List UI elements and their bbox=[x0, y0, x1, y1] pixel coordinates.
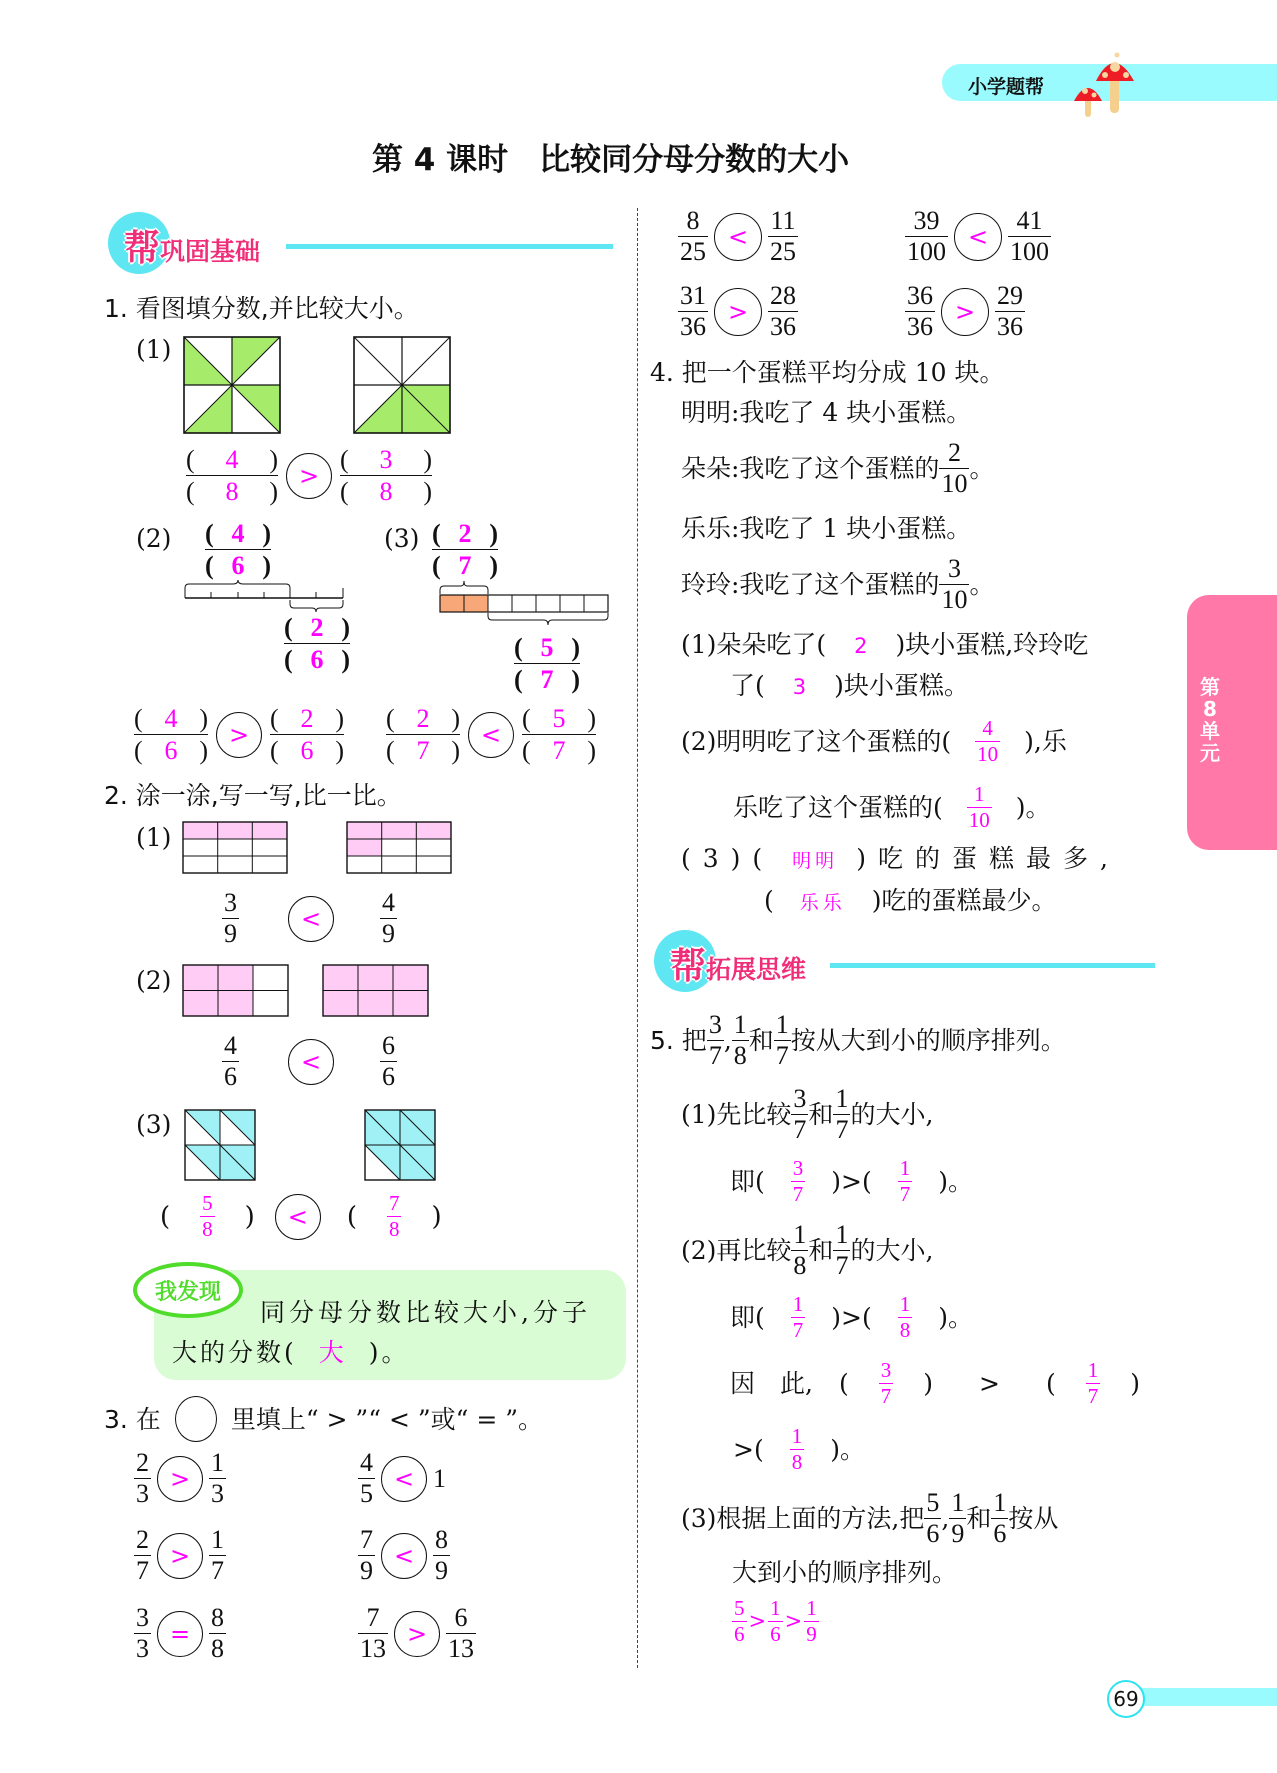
answer-fraction[interactable]: $\frac{1}{7}$ bbox=[792, 1292, 804, 1342]
discovery-answer[interactable]: 大 bbox=[318, 1338, 347, 1367]
q2-p1-left: 3 9 bbox=[224, 888, 237, 948]
q1-p1-compare bbox=[186, 446, 432, 506]
q2-p1-label: (1) bbox=[136, 823, 172, 852]
discovery-text-1: 同分母分数比较大小,分子 bbox=[260, 1298, 591, 1327]
answer-fraction[interactable]: ( 2 ) ( 6 ) bbox=[270, 704, 344, 766]
q4-s3-line1: (3)( 明明 )吃的蛋糕最多, bbox=[681, 844, 1120, 873]
q1-p2-top-fraction[interactable]: ( 4 ) ( 6 ) bbox=[205, 519, 271, 581]
q3-item: $\frac{31}{36}$ > $\frac{28}{36}$ bbox=[680, 281, 796, 341]
q4-s1-line2: 了( 3 )块小蛋糕。 bbox=[730, 671, 969, 700]
q1-p3-top-fraction[interactable]: ( 2 ) ( 7 ) bbox=[432, 519, 498, 581]
discovery-badge: 我发现 bbox=[133, 1262, 243, 1318]
section-basic-header: 帮 巩固基础 bbox=[108, 212, 613, 274]
compare-circle[interactable]: > bbox=[941, 288, 989, 336]
section-rule bbox=[830, 963, 1155, 968]
q1-square-4-8 bbox=[184, 337, 280, 433]
q2-p1-right: 4 9 bbox=[382, 888, 395, 948]
q5-s2-answer: 即( $\frac{1}{7}$ )>( $\frac{1}{8}$ )。 bbox=[730, 1292, 973, 1342]
q2-p2-right: 6 6 bbox=[382, 1031, 395, 1091]
compare-circle[interactable]: > bbox=[286, 453, 332, 499]
q2-grid-4-6 bbox=[183, 965, 288, 1016]
compare-circle[interactable]: > bbox=[157, 1533, 203, 1579]
column-divider bbox=[637, 208, 638, 1668]
q1-p2-bottom-fraction[interactable]: ( 2 ) ( 6 ) bbox=[284, 613, 350, 675]
brand-name: 小学题帮 bbox=[968, 76, 1045, 98]
q3-item: $\frac{39}{100}$ < $\frac{41}{100}$ bbox=[907, 206, 1049, 266]
answer-blank[interactable]: 明明 bbox=[792, 850, 839, 872]
compare-circle[interactable]: > bbox=[216, 712, 262, 758]
answer-fraction[interactable]: $\frac{7}{8}$ bbox=[388, 1191, 400, 1241]
answer-fraction[interactable]: ( 4 ) ( 8 ) bbox=[186, 445, 278, 507]
q5-prompt: 5. 把 $\frac{3}{7}$ , $\frac{1}{8}$ 和 $\frac{1}{7}$ 按从大到小的顺序排列。 bbox=[650, 1010, 1066, 1070]
q5-s1-answer: 即( $\frac{3}{7}$ )>( $\frac{1}{7}$ )。 bbox=[730, 1156, 973, 1206]
section-rule bbox=[286, 244, 613, 249]
q3-item: $\frac{2}{7}$ > $\frac{1}{7}$ bbox=[136, 1525, 224, 1585]
answer-blank[interactable]: 3 bbox=[792, 675, 807, 699]
q1-p3-label: (3) bbox=[384, 524, 420, 553]
q4-s3-line2: ( 乐乐 )吃的蛋糕最少。 bbox=[764, 886, 1057, 915]
q5-s3-prompt: (3)根据上面的方法,把 $\frac{5}{6}$ , $\frac{1}{9}$ 和 $\frac{1}{6}$ 按从 bbox=[681, 1488, 1059, 1548]
unit-tab-label: 第 8 单 元 bbox=[1200, 675, 1220, 765]
q1-compare-a bbox=[134, 705, 344, 765]
answer-fraction[interactable]: ( 3 ) ( 8 ) bbox=[340, 445, 432, 507]
q4-s2-line2: 乐吃了这个蛋糕的( $\frac{1}{10}$ )。 bbox=[733, 782, 1051, 832]
q3-item: $\frac{2}{3}$ > $\frac{1}{3}$ bbox=[136, 1448, 224, 1508]
answer-fraction[interactable]: $\frac{1}{7}$ bbox=[899, 1156, 911, 1206]
section-extend-header: 帮 拓展思维 bbox=[654, 930, 1159, 992]
q2-grid-3-9 bbox=[183, 822, 287, 873]
q1-p2-label: (2) bbox=[136, 524, 172, 553]
answer-fraction[interactable]: $\frac{5}{8}$ bbox=[202, 1191, 213, 1241]
q2-p2-label: (2) bbox=[136, 966, 172, 995]
compare-circle[interactable]: < bbox=[381, 1533, 427, 1579]
compare-circle[interactable]: < bbox=[381, 1456, 427, 1502]
q1-p1-label: (1) bbox=[136, 335, 172, 364]
q5-s2-prompt: (2)再比较 $\frac{1}{8}$ 和 $\frac{1}{7}$ 的大小, bbox=[681, 1220, 934, 1280]
answer-blank[interactable]: 乐乐 bbox=[799, 892, 846, 914]
answer-fraction[interactable]: $\frac{1}{8}$ bbox=[791, 1424, 803, 1474]
q2-grid-6-6 bbox=[323, 965, 428, 1016]
answer-fraction[interactable]: $\frac{1}{7}$ bbox=[1087, 1358, 1099, 1408]
answer-fraction[interactable]: $\frac{1}{10}$ bbox=[968, 782, 990, 832]
q3-prompt: 3. 在 里填上“ > ”“ < ”或“ = ”。 bbox=[104, 1396, 543, 1442]
q2-p2-left: 4 6 bbox=[224, 1031, 237, 1091]
compare-circle[interactable]: < bbox=[288, 896, 334, 942]
q3-item: $\frac{3}{3}$ = $\frac{8}{8}$ bbox=[136, 1603, 224, 1663]
compare-circle[interactable]: < bbox=[275, 1194, 321, 1240]
page-number: 69 bbox=[1107, 1680, 1145, 1718]
answer-fraction[interactable]: $\frac{3}{7}$ bbox=[880, 1358, 892, 1408]
q4-lingling: 玲玲:我吃了这个蛋糕的 $\frac{3}{10}$ 。 bbox=[681, 554, 995, 614]
q2-grid-4-9 bbox=[347, 822, 451, 873]
q4-s2-line1: (2)明明吃了这个蛋糕的( $\frac{4}{10}$ ),乐 bbox=[681, 716, 1067, 766]
answer-fraction[interactable]: $\frac{3}{7}$ bbox=[792, 1156, 804, 1206]
answer-fraction[interactable]: ( 5 ) ( 7 ) bbox=[522, 704, 596, 766]
q2-p3-label: (3) bbox=[136, 1110, 172, 1139]
q3-item: $\frac{8}{25}$ < $\frac{11}{25}$ bbox=[680, 206, 796, 266]
compare-circle[interactable]: > bbox=[714, 288, 762, 336]
q1-square-3-8 bbox=[354, 337, 450, 433]
empty-circle-icon bbox=[175, 1396, 217, 1442]
answer-fraction[interactable]: ( 2 ) ( 7 ) bbox=[386, 704, 460, 766]
q3-item: $\frac{7}{9}$ < $\frac{8}{9}$ bbox=[360, 1525, 448, 1585]
lesson-title: 第 4 课时 比较同分母分数的大小 bbox=[372, 142, 850, 178]
mushroom-icon bbox=[1060, 45, 1150, 115]
compare-circle[interactable]: < bbox=[714, 213, 762, 261]
q5-s3-line2: 大到小的顺序排列。 bbox=[732, 1558, 958, 1587]
q5-s1-prompt: (1)先比较 $\frac{3}{7}$ 和 $\frac{1}{7}$ 的大小, bbox=[681, 1084, 934, 1144]
compare-circle[interactable]: = bbox=[157, 1611, 203, 1657]
q1-p3-bottom-fraction[interactable]: ( 5 ) ( 7 ) bbox=[514, 633, 580, 695]
q1-compare-b bbox=[386, 705, 596, 765]
q5-s3-answer[interactable]: $\frac{5}{6}$ > $\frac{1}{6}$ > $\frac{1}{9}$ bbox=[734, 1596, 817, 1646]
q4-prompt: 4. 把一个蛋糕平均分成 10 块。 bbox=[650, 358, 1005, 387]
compare-circle[interactable]: < bbox=[288, 1039, 334, 1085]
compare-circle[interactable]: > bbox=[394, 1611, 440, 1657]
answer-fraction[interactable]: ( 4 ) ( 6 ) bbox=[134, 704, 208, 766]
q2-p3-compare: ( $\frac{5}{8}$ ) < ( $\frac{7}{8}$ ) bbox=[160, 1191, 442, 1241]
compare-circle[interactable]: > bbox=[157, 1456, 203, 1502]
compare-circle[interactable]: < bbox=[954, 213, 1002, 261]
q2-square-5-8 bbox=[185, 1110, 255, 1180]
answer-blank[interactable]: 2 bbox=[854, 634, 868, 658]
q1-prompt: 1. 看图填分数,并比较大小。 bbox=[104, 294, 419, 323]
q4-s1-line1: (1)朵朵吃了( 2 )块小蛋糕,玲玲吃 bbox=[681, 630, 1089, 659]
q5-s2-therefore: 因 此, ( $\frac{3}{7}$ ) > ( $\frac{1}{7}$ ) bbox=[730, 1358, 1140, 1408]
q3-item: $\frac{7}{13}$ > $\frac{6}{13}$ bbox=[360, 1603, 474, 1663]
q3-item: $\frac{36}{36}$ > $\frac{29}{36}$ bbox=[907, 281, 1023, 341]
discovery-text-2: 大的分数( 大 )。 bbox=[172, 1338, 410, 1367]
compare-circle[interactable]: < bbox=[468, 712, 514, 758]
q2-square-7-8 bbox=[365, 1110, 435, 1180]
q4-lele: 乐乐:我吃了 1 块小蛋糕。 bbox=[681, 514, 972, 543]
q5-s2-therefore-cont: > ( $\frac{1}{8}$ )。 bbox=[733, 1424, 865, 1474]
q4-duoduo: 朵朵:我吃了这个蛋糕的 $\frac{2}{10}$ 。 bbox=[681, 438, 995, 498]
q3-item: $\frac{4}{5}$ < 1 bbox=[360, 1448, 446, 1508]
q2-prompt: 2. 涂一涂,写一写,比一比。 bbox=[104, 781, 402, 810]
answer-fraction[interactable]: $\frac{1}{8}$ bbox=[899, 1292, 911, 1342]
q4-mingming: 明明:我吃了 4 块小蛋糕。 bbox=[681, 398, 972, 427]
answer-fraction[interactable]: $\frac{4}{10}$ bbox=[977, 716, 999, 766]
q1-p3-bar-diagram bbox=[440, 580, 610, 630]
